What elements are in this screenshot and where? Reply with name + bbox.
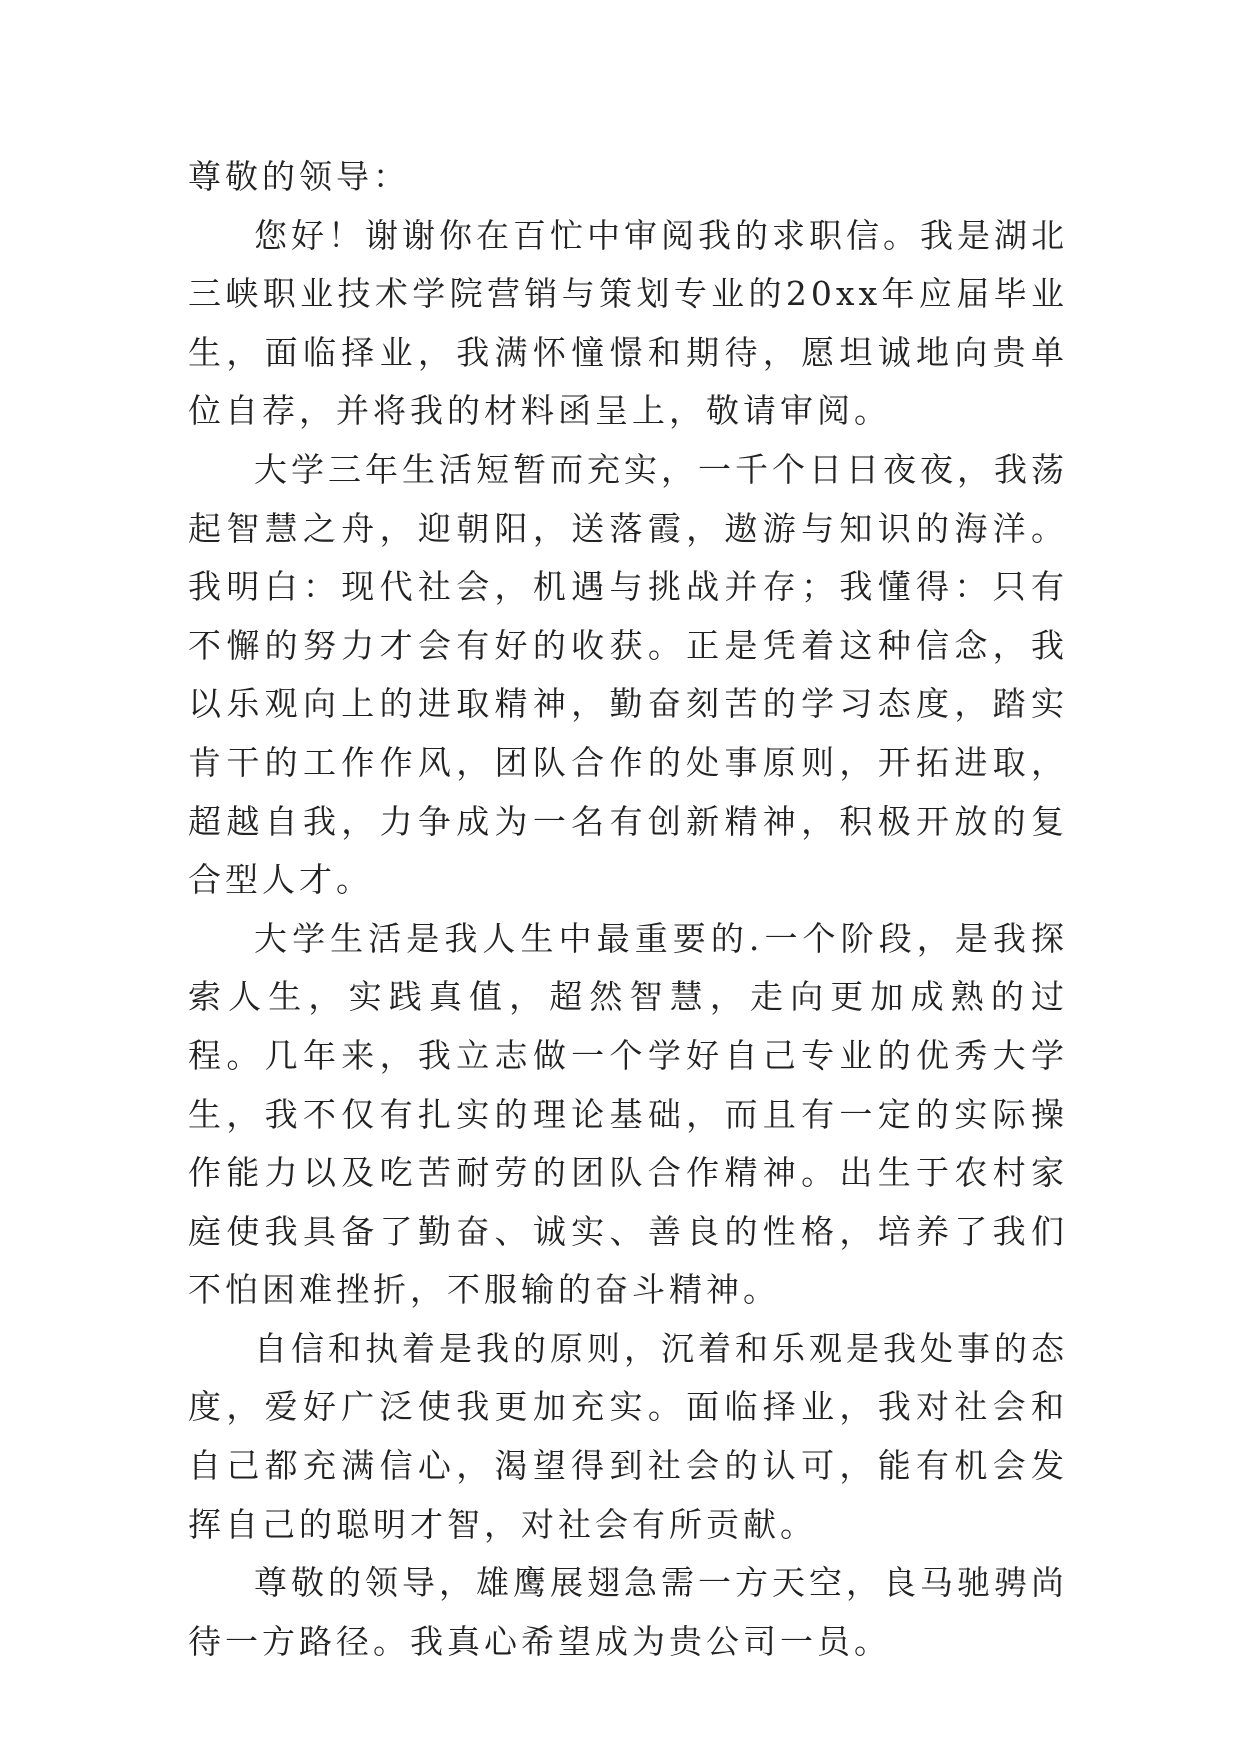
salutation: 尊敬的领导：: [188, 157, 410, 196]
paragraph-closing: 尊敬的领导，雄鹰展翅急需一方天空，良马驰骋尚待一方路径。我真心希望成为贵公司一员。: [188, 1563, 1068, 1661]
paragraph-university-life: 大学三年生活短暂而充实，一千个日日夜夜，我荡起智慧之舟，迎朝阳，送落霞，遨游与知识的海洋。我明白：现代社会，机遇与挑战并存；我懂得：只有不懈的努力才会有好的收获。正是凭着这种信念，我以乐观向上的进取精神，勤奋刻苦的学习态度，踏实肯干的工作作风，团队合作的处事原则，开拓进取，超越自我，力争成为一名有创新精神，积极开放的复合型人才。: [188, 449, 1068, 900]
paragraph-personal-growth: 大学生活是我人生中最重要的.一个阶段，是我探索人生，实践真值，超然智慧，走向更加成熟的过程。几年来，我立志做一个学好自己专业的优秀大学生，我不仅有扎实的理论基础，而且有一定的实际操作能力以及吃苦耐劳的团队合作精神。出生于农村家庭使我具备了勤奋、诚实、善良的性格，培养了我们不怕困难挫折，不服输的奋斗精神。: [188, 918, 1068, 1310]
paragraph-greeting: 您好！谢谢你在百忙中审阅我的求职信。我是湖北三峡职业技术学院营销与策划专业的20xx年应届毕业生，面临择业，我满怀憧憬和期待，愿坦诚地向贵单位自荐，并将我的材料函呈上，敬请审阅。: [188, 215, 1068, 431]
letter-body: [188, 148, 1068, 1671]
paragraph-confidence: 自信和执着是我的原则，沉着和乐观是我处事的态度，爱好广泛使我更加充实。面临择业，我对社会和自己都充满信心，渴望得到社会的认可，能有机会发挥自己的聪明才智，对社会有所贡献。: [188, 1328, 1068, 1544]
